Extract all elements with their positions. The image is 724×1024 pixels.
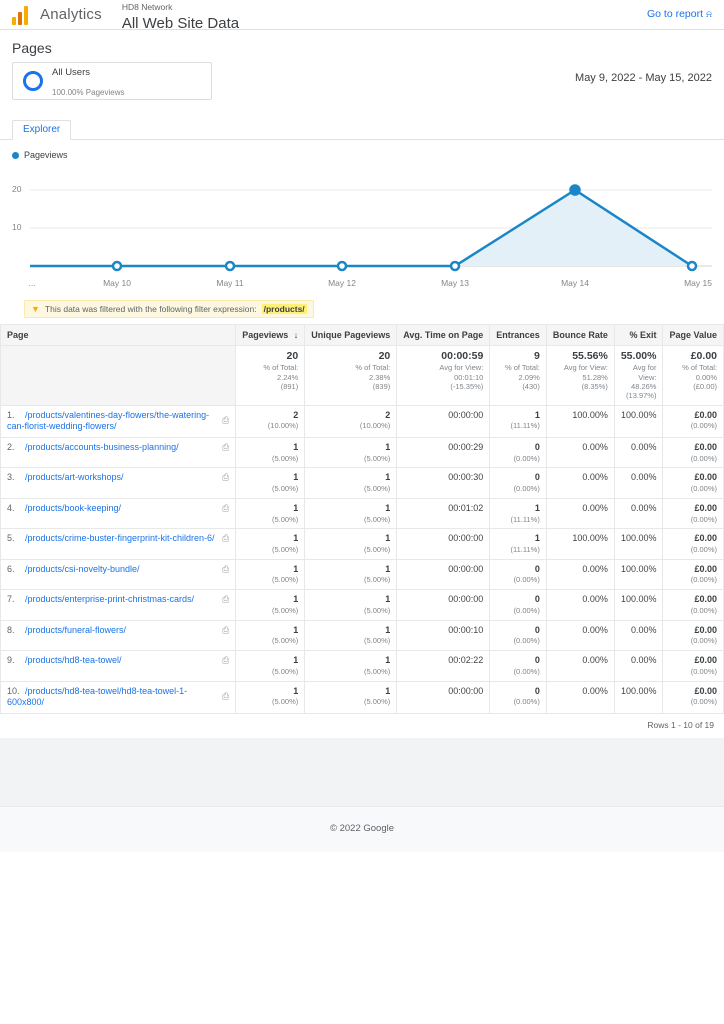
col-header-bounce-rate[interactable]: Bounce Rate [546,325,614,346]
row-entrances-pct: (0.00%) [513,697,540,707]
app-header [0,0,724,30]
row-page-link[interactable]: /products/funeral-flowers/ [25,624,127,635]
col-header-unique-pageviews[interactable]: Unique Pageviews [305,325,397,346]
col-header-pageviews-label: Pageviews [242,330,289,340]
row-entrances-value: 0 [534,655,540,666]
summary-exit [614,346,663,406]
open-page-icon[interactable]: ⎙ [221,691,230,702]
row-entrances [490,681,547,713]
table-row [1,498,724,528]
open-page-icon[interactable]: ⎙ [221,594,230,605]
row-entrances [490,559,547,589]
summary-pageviews-l3: (891) [280,381,299,391]
col-header-page[interactable] [1,325,236,346]
summary-bounce-rate-value: 55.56% [572,350,608,362]
row-page-value-value: £0.00 [694,533,717,544]
summary-unique-pageviews [305,346,397,406]
x-label-1: May 10 [103,278,131,288]
row-index: 8. [7,624,15,635]
x-label-6: May 15 [684,278,712,288]
row-page-link[interactable]: /products/valentines-day-flowers/the-watering-can-florist-wedding-flowers/ [7,409,210,432]
filter-notice-text: This data was filtered with the following filter expression: [44,304,257,314]
go-to-report-label: Go to report [647,8,704,20]
summary-pageviews [236,346,305,406]
row-pageviews [236,651,305,681]
row-pageviews-pct: (5.00%) [271,666,299,676]
row-entrances [490,590,547,620]
x-label-4: May 13 [441,278,469,288]
summary-exit-l3: (13.97%) [626,391,657,401]
row-page-cell [1,529,236,559]
row-exit: 100.00% [614,681,663,713]
row-page-value-pct: (0.00%) [690,514,717,524]
row-page-value-pct: (0.00%) [690,636,717,646]
report-table-container [0,324,724,738]
table-row [1,651,724,681]
row-unique-pageviews [305,620,397,650]
row-avg-time: 00:00:00 [397,529,490,559]
open-page-icon[interactable]: ⎙ [221,472,230,483]
legend-dot-icon [12,152,19,159]
row-unique-pageviews [305,405,397,437]
row-unique-pageviews-pct: (5.00%) [364,697,391,707]
row-unique-pageviews-pct: (5.00%) [364,636,391,646]
tab-explorer[interactable]: Explorer [12,120,71,140]
row-unique-pageviews [305,559,397,589]
row-pageviews [236,405,305,437]
col-header-pageviews[interactable] [236,325,305,346]
filter-expression: /products/ [263,304,305,314]
row-entrances [490,438,547,468]
summary-avg-time-l3: (-15.35%) [450,381,484,391]
row-page-value [663,529,724,559]
row-pageviews [236,498,305,528]
row-index: 7. [7,594,15,605]
row-page-cell [1,498,236,528]
row-page-value [663,498,724,528]
row-entrances-value: 0 [534,563,540,574]
row-pageviews-value: 1 [293,624,299,635]
chart-x-axis [12,278,712,292]
row-page-cell [1,590,236,620]
segment-card-all-users[interactable] [12,62,212,100]
row-pageviews-pct: (5.00%) [271,605,299,615]
summary-bounce-rate-l1: Avg for View: [563,363,608,373]
row-entrances [490,468,547,498]
brand-title: Analytics [40,6,102,23]
summary-page-value [663,346,724,406]
summary-avg-time-l1: Avg for View: [439,363,484,373]
segment-name: All Users [52,67,91,78]
row-page-value-value: £0.00 [694,594,717,605]
row-page-link[interactable]: /products/book-keeping/ [25,502,122,513]
row-page-value [663,559,724,589]
row-pageviews [236,559,305,589]
row-pageviews-value: 1 [293,655,299,666]
property-name: All Web Site Data [121,14,240,32]
row-unique-pageviews-value: 1 [385,624,391,635]
row-entrances-value: 0 [534,472,540,483]
row-unique-pageviews [305,498,397,528]
row-unique-pageviews [305,438,397,468]
row-unique-pageviews-value: 1 [385,533,391,544]
row-exit: 0.00% [614,651,663,681]
legend-label-pageviews: Pageviews [24,150,68,160]
row-unique-pageviews [305,590,397,620]
row-bounce-rate: 0.00% [546,438,614,468]
row-entrances-pct: (0.00%) [513,605,540,615]
account-selector[interactable] [122,0,239,32]
row-exit: 100.00% [614,590,663,620]
summary-avg-time-l2: 00:01:10 [454,372,484,382]
row-page-value-pct: (0.00%) [690,545,717,554]
row-entrances-pct: (0.00%) [513,636,540,646]
chart-panel [0,140,724,292]
row-entrances [490,651,547,681]
row-exit: 0.00% [614,620,663,650]
open-page-icon[interactable]: ⎙ [221,655,230,666]
summary-bounce-rate-l2: 51.28% [582,372,608,382]
row-page-value-pct: (0.00%) [690,666,717,676]
account-name: HD8 Network [121,1,173,12]
row-pageviews [236,468,305,498]
row-unique-pageviews-value: 1 [385,472,391,483]
row-exit: 100.00% [614,529,663,559]
row-page-value-pct: (0.00%) [690,697,717,707]
row-index: 5. [7,533,15,544]
row-page-link[interactable]: /products/art-workshops/ [25,472,124,483]
summary-avg-time-value: 00:00:59 [441,350,484,362]
row-entrances [490,620,547,650]
table-row [1,529,724,559]
row-entrances-value: 1 [534,533,540,544]
row-avg-time: 00:00:00 [397,681,490,713]
row-page-value-value: £0.00 [694,502,717,513]
page-title: Pages [12,40,52,56]
row-bounce-rate: 100.00% [546,529,614,559]
open-page-icon[interactable]: ⎙ [221,415,230,426]
row-pageviews-pct: (5.00%) [271,636,299,646]
footer [0,806,724,852]
row-pageviews-pct: (5.00%) [271,453,299,463]
row-entrances-value: 0 [534,594,540,605]
row-page-cell [1,651,236,681]
col-header-page-value[interactable]: Page Value [663,325,724,346]
segment-and-date-row [0,62,724,106]
filter-funnel-icon: ▼ [31,304,40,314]
x-label-0: ... [28,278,36,288]
filter-notice [24,300,314,318]
row-index: 6. [7,563,15,574]
row-page-value [663,438,724,468]
open-page-icon[interactable]: ⎙ [221,442,230,452]
summary-entrances-l3: (430) [522,381,540,391]
row-page-value [663,620,724,650]
row-index: 10. [7,685,20,696]
row-page-cell [1,405,236,437]
row-bounce-rate: 0.00% [546,651,614,681]
row-pageviews-value: 1 [293,594,299,605]
row-page-cell [1,468,236,498]
row-page-value-value: £0.00 [694,685,717,696]
row-index: 1. [7,409,15,420]
row-pageviews-pct: (5.00%) [271,575,299,585]
row-entrances-pct: (11.11%) [510,545,540,554]
row-unique-pageviews-value: 1 [385,502,391,513]
row-page-value-pct: (0.00%) [690,484,717,494]
row-page-link[interactable]: /products/hd8-tea-towel/hd8-tea-towel-1-600x800/ [7,685,188,708]
summary-unique-pageviews-l2: 2.38% [368,372,391,382]
rows-info: Rows 1 - 10 of 19 [647,719,714,730]
summary-exit-value: 55.00% [620,350,657,362]
row-page-value-pct: (0.00%) [690,453,717,463]
row-bounce-rate: 0.00% [546,559,614,589]
row-avg-time: 00:02:22 [397,651,490,681]
row-pageviews [236,620,305,650]
row-avg-time: 00:00:00 [397,559,490,589]
row-pageviews [236,438,305,468]
y-tick-20: 20 [12,184,22,194]
row-bounce-rate: 0.00% [546,498,614,528]
row-entrances-pct: (11.11%) [510,421,540,431]
row-entrances-pct: (0.00%) [513,575,540,585]
row-exit: 100.00% [614,405,663,437]
row-index: 2. [7,442,15,452]
row-entrances-pct: (0.00%) [513,666,540,676]
row-exit: 0.00% [614,468,663,498]
row-bounce-rate: 0.00% [546,468,614,498]
y-tick-10: 10 [12,222,22,232]
row-unique-pageviews [305,529,397,559]
summary-page-value-l3: (£0.00) [693,381,717,391]
row-pageviews-value: 1 [293,533,299,544]
row-unique-pageviews-value: 1 [385,685,391,696]
content-spacer [0,738,724,806]
table-row [1,590,724,620]
row-exit: 100.00% [614,559,663,589]
row-pageviews-pct: (5.00%) [271,514,299,524]
row-exit: 0.00% [614,438,663,468]
open-page-icon[interactable]: ⎙ [221,533,230,544]
summary-unique-pageviews-l1: % of Total: [355,363,391,373]
external-link-icon: ⍾ [706,8,712,19]
row-page-cell [1,681,236,713]
row-unique-pageviews-pct: (5.00%) [364,575,391,585]
row-pageviews-pct: (5.00%) [271,484,299,494]
row-page-value [663,651,724,681]
open-page-icon[interactable]: ⎙ [221,624,230,635]
row-page-value-pct: (0.00%) [690,605,717,615]
table-row [1,559,724,589]
row-page-value-value: £0.00 [694,472,717,483]
row-page-link[interactable]: /products/accounts-business-planning/ [25,442,179,452]
table-header [1,325,724,346]
segment-circle-icon [23,71,43,91]
row-bounce-rate: 100.00% [546,405,614,437]
row-unique-pageviews-value: 2 [385,409,391,420]
summary-page-value-l1: % of Total: [682,363,717,373]
row-pageviews-value: 1 [293,685,299,696]
row-entrances-value: 1 [534,502,540,513]
row-pageviews-value: 1 [293,563,299,574]
row-bounce-rate: 0.00% [546,590,614,620]
row-entrances-value: 0 [534,685,540,696]
date-range[interactable]: May 9, 2022 - May 15, 2022 [575,72,712,84]
table-summary-row [1,346,724,406]
row-page-value-value: £0.00 [694,624,717,635]
row-avg-time: 00:00:00 [397,405,490,437]
table-row [1,620,724,650]
row-index: 3. [7,472,15,483]
row-index: 9. [7,655,15,666]
summary-page-value-l2: 0.00% [695,372,717,382]
row-unique-pageviews-value: 1 [385,442,391,452]
row-exit: 0.00% [614,498,663,528]
row-pageviews-value: 1 [293,502,299,513]
open-page-icon[interactable]: ⎙ [221,502,230,513]
summary-exit-l1: Avg for View: [632,363,657,382]
row-entrances-pct: (0.00%) [513,484,540,494]
row-page-value-value: £0.00 [694,655,717,666]
row-unique-pageviews-value: 1 [385,655,391,666]
row-entrances [490,498,547,528]
row-entrances-pct: (11.11%) [510,514,540,524]
row-unique-pageviews-value: 1 [385,563,391,574]
row-page-cell [1,559,236,589]
row-avg-time: 00:01:02 [397,498,490,528]
row-entrances-pct: (0.00%) [513,453,540,463]
row-bounce-rate: 0.00% [546,620,614,650]
pages-report-table [0,324,724,714]
x-label-2: May 11 [216,278,244,288]
pageviews-line-chart [12,168,712,276]
open-page-icon[interactable]: ⎙ [221,563,230,574]
segment-subtitle: 100.00% Pageviews [52,88,125,97]
summary-entrances [490,346,547,406]
row-pageviews-value: 1 [293,472,299,483]
summary-bounce-rate [546,346,614,406]
row-avg-time: 00:00:29 [397,438,490,468]
sort-descending-icon: ↓ [293,330,299,340]
row-page-cell [1,438,236,468]
row-unique-pageviews [305,681,397,713]
row-unique-pageviews-pct: (5.00%) [364,453,391,463]
row-page-value-pct: (0.00%) [690,421,717,431]
row-page-value [663,468,724,498]
analytics-logo-icon [12,5,32,25]
row-unique-pageviews-pct: (5.00%) [364,666,391,676]
row-unique-pageviews-pct: (10.00%) [359,421,391,431]
row-page-value [663,405,724,437]
row-entrances-value: 0 [534,624,540,635]
row-page-value-value: £0.00 [694,563,717,574]
table-row [1,468,724,498]
summary-entrances-l2: 2.09% [518,372,540,382]
go-to-report-link[interactable] [647,8,712,20]
row-pageviews-pct: (5.00%) [271,545,299,554]
summary-page-cell [1,346,236,406]
summary-unique-pageviews-value: 20 [378,350,391,362]
row-page-link[interactable]: /products/csi-novelty-bundle/ [25,563,140,574]
summary-pageviews-l1: % of Total: [263,363,299,373]
row-pageviews-value: 1 [293,442,299,452]
summary-pageviews-l2: 2.24% [276,372,299,382]
row-avg-time: 00:00:00 [397,590,490,620]
row-unique-pageviews [305,468,397,498]
chart-plot-area [12,168,712,276]
summary-exit-l2: 48.26% [631,381,657,391]
row-page-value-value: £0.00 [694,409,717,420]
row-index: 4. [7,502,15,513]
row-entrances [490,405,547,437]
row-pageviews-pct: (5.00%) [271,697,299,707]
summary-page-value-value: £0.00 [690,350,717,362]
footer-copyright: © 2022 Google [329,822,395,834]
row-entrances [490,529,547,559]
row-pageviews-value: 2 [293,409,299,420]
row-unique-pageviews [305,651,397,681]
summary-pageviews-value: 20 [286,350,299,362]
col-header-page-label: Page [7,330,29,340]
summary-entrances-value: 9 [533,350,540,362]
x-label-5: May 14 [561,278,589,288]
row-avg-time: 00:00:30 [397,468,490,498]
row-unique-pageviews-pct: (5.00%) [364,605,391,615]
table-row [1,681,724,713]
row-page-link[interactable]: /products/hd8-tea-towel/ [25,655,122,666]
summary-bounce-rate-l3: (8.35%) [581,381,608,391]
row-unique-pageviews-pct: (5.00%) [364,514,391,524]
row-pageviews [236,681,305,713]
chart-legend[interactable] [12,150,712,160]
table-row [1,405,724,437]
row-entrances-value: 1 [534,409,540,420]
row-page-value-pct: (0.00%) [690,575,717,585]
col-header-exit[interactable]: % Exit [614,325,663,346]
row-bounce-rate: 0.00% [546,681,614,713]
table-row [1,438,724,468]
row-page-value-value: £0.00 [694,442,717,452]
row-unique-pageviews-value: 1 [385,594,391,605]
row-pageviews [236,529,305,559]
x-label-3: May 12 [328,278,356,288]
row-unique-pageviews-pct: (5.00%) [364,545,391,554]
row-page-link[interactable]: /products/crime-buster-fingerprint-kit-children-6/ [25,533,215,544]
row-pageviews-pct: (10.00%) [267,421,299,431]
row-avg-time: 00:00:10 [397,620,490,650]
row-page-value [663,590,724,620]
row-unique-pageviews-pct: (5.00%) [364,484,391,494]
row-page-link[interactable]: /products/enterprise-print-christmas-cards/ [25,594,195,605]
row-pageviews [236,590,305,620]
col-header-avg-time-on-page[interactable]: Avg. Time on Page [397,325,490,346]
summary-unique-pageviews-l3: (839) [372,381,391,391]
row-page-value [663,681,724,713]
col-header-entrances[interactable]: Entrances [490,325,547,346]
row-entrances-value: 0 [534,442,540,452]
summary-entrances-l1: % of Total: [504,363,540,373]
row-page-cell [1,620,236,650]
summary-avg-time [397,346,490,406]
tab-bar [0,116,724,140]
